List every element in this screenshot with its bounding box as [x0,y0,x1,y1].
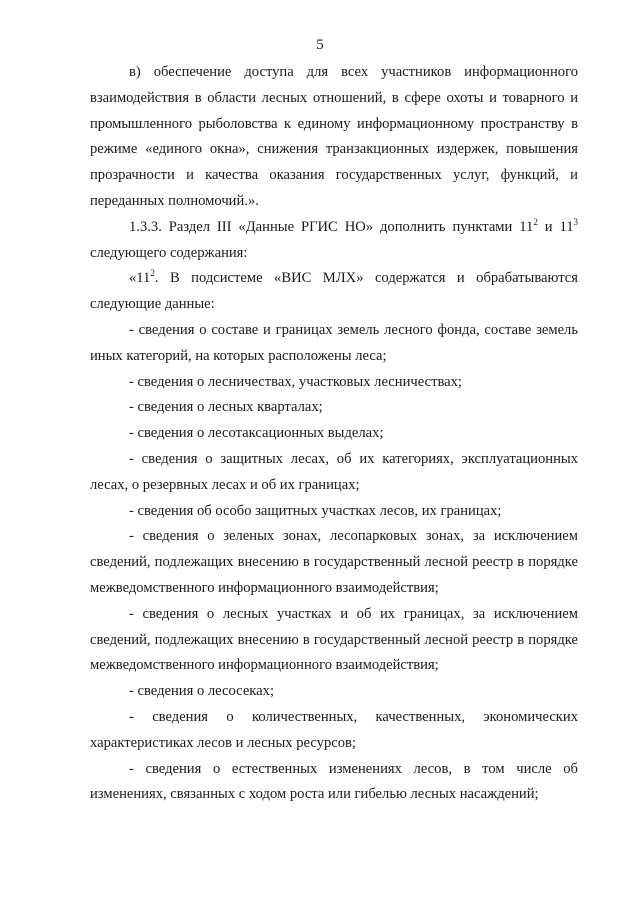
superscript: 2 [533,216,538,227]
list-item: - сведения о лесничествах, участковых лесничествах; [129,373,462,390]
paragraph-section-amendment [90,215,578,267]
list-item: - сведения о зеленых зонах, лесопарковых зонах, за исключением сведений, подлежащих внесению в государственный лесной реестр в порядке межведомственного информационного взаимодействия; [90,528,578,596]
list-item: - сведения о лесных кварталах; [129,399,323,416]
paragraph-point-11-2 [90,266,578,318]
list-item: - сведения о составе и границах земель лесного фонда, составе земель иных категорий, на которых расположены леса; [90,321,578,364]
superscript: 3 [573,216,578,227]
list-item: - сведения о лесосеках; [129,683,274,700]
list-item: - сведения о лесотаксационных выделах; [129,425,384,442]
list-item: - сведения о количественных, качественных, экономических характеристиках лесов и лесных ресурсов; [90,708,578,751]
superscript: 2 [150,268,155,279]
list-item: - сведения о лесных участках и об их границах, за исключением сведений, подлежащих внесению в государственный лесной реестр в порядке межведомственного информационного взаимодействия; [90,605,578,674]
page-number: 5 [316,37,324,53]
paragraph-text: следующего содержания: [90,244,248,261]
paragraph-item-v: в) обеспечение доступа для всех участников информационного взаимодействия в области лесных отношений, в сфере охоты и товарного и промышленного рыболовства к единому информационному пространству в режиме «единого окна», снижения транзакционных издержек, повышения прозрачности и качества оказания государственных услуг, функций, и переданных полномочий.». [90,64,578,209]
paragraph-text: . В подсистеме «ВИС МЛХ» содержатся и обрабатываются следующие данные: [90,270,578,313]
list-item: - сведения о естественных изменениях лесов, в том числе об изменениях, связанных с ходом роста или гибелью лесных насаждений; [90,760,578,803]
paragraph-text: «11 [129,270,151,287]
document-body [90,60,578,808]
list-item: - сведения о защитных лесах, об их категориях, эксплуатационных лесах, о резервных лесах и об их границах; [90,450,578,493]
paragraph-text: и 11 [537,218,574,235]
paragraph-text: 1.3.3. Раздел III «Данные РГИС НО» дополнить пунктами 11 [129,218,534,235]
list-item: - сведения об особо защитных участках лесов, их границах; [129,502,502,519]
